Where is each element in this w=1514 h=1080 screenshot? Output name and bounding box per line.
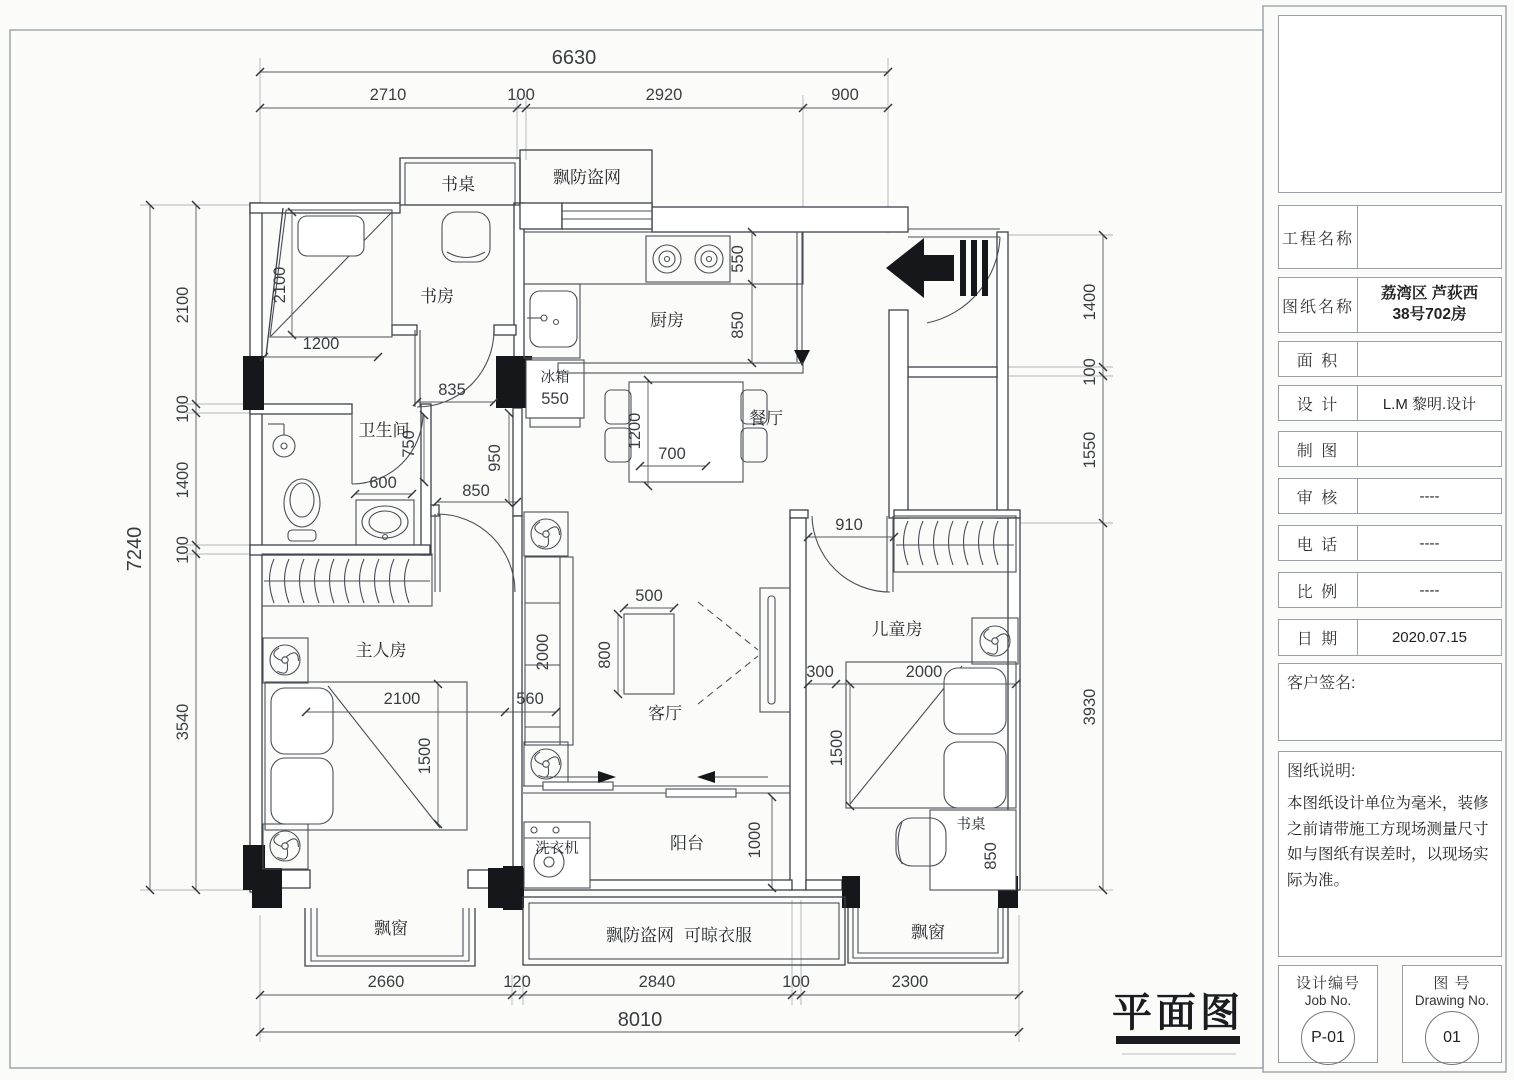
dim-right-2: 100 [1081, 358, 1099, 386]
dim-study-bed: 2100 [271, 266, 289, 304]
row-label: 审 核 [1279, 479, 1358, 513]
row-value: L.M 黎明.设计 [1382, 395, 1477, 413]
titleblock-row-scale [1278, 572, 1502, 608]
job-no-value: P-01 [1301, 1011, 1355, 1065]
master-furniture [262, 554, 467, 869]
row-label: 设 计 [1279, 386, 1358, 420]
titleblock-row-date [1278, 619, 1502, 656]
row-value: ---- [1419, 487, 1440, 505]
titleblock-row-draft [1278, 431, 1502, 467]
label-balcony: 阳台 [670, 834, 704, 853]
dim-top-1: 2710 [369, 86, 407, 104]
plan-title [1112, 991, 1244, 1054]
kids-furniture [846, 516, 1018, 890]
label-master: 主人房 [355, 641, 407, 660]
dim-kitchen-walk: 850 [729, 311, 747, 339]
row-label: 比 例 [1279, 573, 1358, 607]
row-label: 日 期 [1279, 620, 1358, 655]
drawing-name-line2: 38号702房 [1392, 306, 1467, 323]
label-study-desk: 书桌 [441, 175, 475, 194]
drawing-no-value: 01 [1425, 1011, 1479, 1065]
label-fridge-size: 550 [541, 390, 569, 408]
dim-kids-gap: 300 [806, 663, 834, 681]
study-furniture [270, 210, 490, 337]
titleblock-row-review [1278, 478, 1502, 514]
customer-signature-box [1278, 663, 1502, 741]
living-furniture [523, 512, 790, 797]
row-value: ---- [1419, 534, 1440, 552]
row-value [1358, 432, 1501, 466]
job-no-en: Job No. [1304, 993, 1352, 1008]
label-kitchen: 厨房 [650, 311, 684, 330]
top-bays [400, 150, 652, 229]
dim-kids-door: 910 [835, 516, 863, 534]
row-value: 2020.07.15 [1391, 629, 1468, 646]
dim-balcony: 1000 [746, 821, 764, 859]
row-label: 制 图 [1279, 432, 1358, 466]
dim-bot-3: 2840 [638, 973, 676, 991]
label-kids: 儿童房 [871, 620, 923, 639]
titleblock-logo-box [1278, 15, 1502, 193]
label-bathroom: 卫生间 [358, 421, 410, 440]
dim-kids-bed-w: 1500 [828, 729, 846, 767]
dim-kids-desk: 850 [982, 842, 1000, 870]
titleblock-row-drawing-name [1278, 277, 1502, 333]
row-value: ---- [1419, 581, 1440, 599]
notes-box [1278, 751, 1502, 957]
dim-top-2: 100 [507, 86, 535, 104]
drawing-no-box [1402, 965, 1502, 1063]
label-bay-left: 飘窗 [374, 919, 408, 938]
dim-right-4: 3930 [1081, 688, 1099, 726]
dim-left-3: 1400 [174, 461, 192, 499]
notes-body: 本图纸设计单位为毫米，装修之前请带施工方现场测量尺寸如与图纸有误差时，以现场实际为准。 [1287, 795, 1489, 889]
dim-mbed-side: 560 [516, 690, 544, 708]
label-kids-desk: 书桌 [956, 817, 986, 833]
dim-ctable-len: 800 [596, 641, 614, 669]
customer-signature-label: 客户签名: [1287, 675, 1356, 692]
row-label: 面 积 [1279, 342, 1358, 376]
dim-counter: 550 [729, 245, 747, 273]
row-value [1358, 206, 1501, 268]
dim-right-3: 1550 [1081, 431, 1099, 469]
dim-kids-bed-len: 2000 [905, 663, 943, 681]
dim-table-len: 1200 [626, 412, 644, 450]
dim-top-3: 2920 [645, 86, 683, 104]
dim-bot-2: 120 [503, 973, 531, 991]
dim-top-total: 6630 [551, 47, 597, 69]
dim-ctable-w: 500 [635, 587, 663, 605]
walls [250, 203, 1020, 892]
dim-hall-door: 850 [462, 482, 490, 500]
notes-title: 图纸说明: [1287, 763, 1356, 780]
drawing-no-label: 图 号 [1433, 975, 1471, 992]
dim-sofa: 2000 [534, 633, 552, 671]
titleblock-row-area [1278, 341, 1502, 377]
plan-frame [10, 30, 1263, 1068]
titleblock-row-project [1278, 205, 1502, 269]
titleblock-row-phone [1278, 525, 1502, 561]
dim-bot-total: 8010 [617, 1009, 663, 1031]
label-balcony-net2: 可晾衣服 [684, 926, 752, 945]
row-value [1358, 342, 1501, 376]
label-study: 书房 [420, 287, 454, 306]
titleblock-row-design [1278, 385, 1502, 421]
dim-study-bed-w: 1200 [302, 335, 340, 353]
dim-study-door: 835 [438, 381, 466, 399]
dim-mbed-len: 2100 [383, 690, 421, 708]
entry-arrow-icon [886, 238, 988, 298]
label-bay-right: 飘窗 [911, 923, 945, 942]
label-fridge: 冰箱 [540, 370, 570, 386]
dim-hall: 950 [486, 444, 504, 472]
dim-right-1: 1400 [1081, 283, 1099, 321]
dim-bot-1: 2660 [367, 973, 405, 991]
row-label: 图纸名称 [1279, 278, 1358, 332]
dim-left-4: 100 [174, 536, 192, 564]
label-dining: 餐厅 [749, 409, 783, 428]
row-label: 工程名称 [1279, 206, 1358, 268]
dim-top-4: 900 [831, 86, 859, 104]
dim-bot-5: 2300 [891, 973, 929, 991]
job-no-label: 设计编号 [1295, 975, 1360, 992]
svg-text:平面图: 平面图 [1112, 991, 1244, 1035]
dim-table-w: 700 [658, 445, 686, 463]
dim-basin: 600 [369, 474, 397, 492]
dim-left-2: 100 [174, 395, 192, 423]
dim-mbed-w: 1500 [416, 737, 434, 775]
dim-left-5: 3540 [174, 703, 192, 741]
row-label: 电 话 [1279, 526, 1358, 560]
dim-left-1: 2100 [174, 286, 192, 324]
drawing-name-line1: 荔湾区 芦荻西 [1380, 285, 1479, 303]
dim-left-total: 7240 [124, 526, 146, 572]
drawing-no-en: Drawing No. [1414, 993, 1490, 1008]
label-balcony-net: 飘防盗网 [606, 926, 674, 945]
label-security-net: 飘防盗网 [553, 168, 621, 187]
dim-bath-door: 750 [400, 430, 418, 458]
dim-bot-4: 100 [782, 973, 810, 991]
job-no-box [1278, 965, 1378, 1063]
label-living: 客厅 [648, 704, 682, 723]
label-washer: 洗衣机 [535, 841, 579, 857]
